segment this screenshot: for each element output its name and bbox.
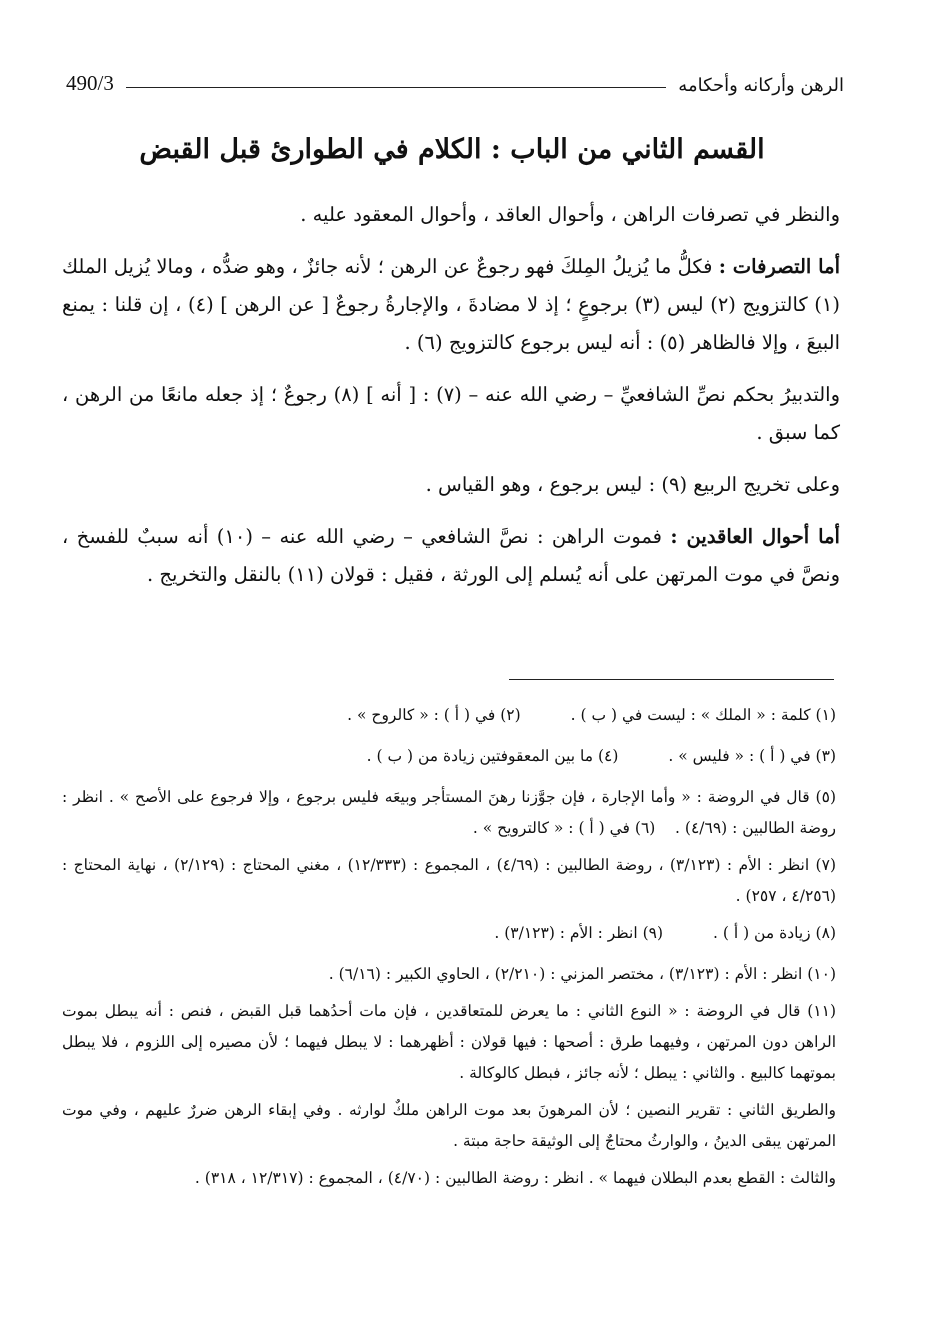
- running-header: [66, 62, 844, 96]
- footnote-11: (١١) قال في الروضة : « النوع الثاني : ما يعرض للمتعاقدين ، فإن مات أحدُهما قبل القبض ، فنص : أنه يبطل بموت الراهن دون المرتهن ، وفيهما طرق : أصحها : فيها قولان : أظهرهما : لا يبطل فيهما ؛ لأن مصيره إلى اللزوم ، فلا يبطل بموتهما كالبيع . والثاني : يبطل ؛ لأنه جائز ، فبطل كالوكالة .: [62, 1002, 836, 1082]
- paragraph-body: فموت الراهن : نصَّ الشافعي – رضي الله عنه – (١٠) أنه سببٌ للفسخ ، ونصَّ في موت المرتهن على أنه يُسلم إلى الورثة ، فقيل : قولان (١١) بالنقل والتخريج .: [62, 525, 840, 586]
- footnote-row: [62, 741, 836, 772]
- footnote-1: (١) كلمة : « الملك » : ليست في ( ب ) .: [570, 706, 836, 724]
- footnote-11-part-2: والطريق الثاني : تقرير النصين ؛ لأن المرهونَ بعد موت الراهن ملكٌ لوارثه . وفي إبقاء الرهن ضررٌ عليهم ، وفي موت المرتهن يبقى الدينُ ، والوارثُ محتاجٌ إلى الوثيقة حاجة مبتة .: [62, 1101, 836, 1150]
- footnote-2: (٢) في ( أ ) : « كالروح » .: [347, 706, 521, 724]
- paragraph-contractors: [62, 518, 840, 594]
- paragraph-rabi: وعلى تخريج الربيع (٩) : ليس برجوع ، وهو القياس .: [425, 473, 840, 496]
- footnote-7: (٧) انظر : الأم : (٣/١٢٣) ، روضة الطالبين : (٤/٦٩) ، المجموع : (١٢/٣٣٣) ، مغني المحتاج : (٢/١٢٩) ، نهاية المحتاج : (٤/٢٥٦ ، ٢٥٧) .: [62, 856, 836, 905]
- footnote-6: (٦) في ( أ ) : « كالترويح » .: [472, 819, 656, 837]
- paragraph-intro: والنظر في تصرفات الراهن ، وأحوال العاقد ، وأحوال المعقود عليه .: [300, 203, 840, 226]
- paragraph-dispositions: [62, 248, 840, 362]
- section-title: القسم الثاني من الباب : الكلام في الطوارئ قبل القبض: [139, 134, 765, 165]
- footnotes: [62, 700, 836, 1200]
- footnote-3: (٣) في ( أ ) : « فليس » .: [668, 747, 836, 765]
- footnote-row: [62, 700, 836, 731]
- paragraph-tadbir: والتدبيرُ بحكم نصِّ الشافعيِّ – رضي الله عنه – (٧) : [ أنه ] (٨) رجوعٌ ؛ إذ جعله مانعًا من الرهن ، كما سبق .: [62, 383, 841, 444]
- footnote-9: (٩) انظر : الأم : (٣/١٢٣) .: [494, 924, 664, 942]
- footnote-5-text: (٥) قال في الروضة : « وأما الإجارة ، فإن جوَّزنا رهنَ المستأجر وبيعَه فليس برجوع ، وإلا فرجوع على الأصح » . انظر : روضة الطالبين : (٤/٦٩) .: [62, 788, 836, 837]
- paragraph-lead: أما التصرفات :: [718, 255, 840, 278]
- main-text: [62, 196, 840, 608]
- footnote-rule: [509, 679, 834, 680]
- footnote-5: [62, 782, 836, 844]
- footnote-4: (٤) ما بين المعقوفتين زيادة من ( ب ) .: [366, 747, 619, 765]
- running-title: الرهن وأركانه وأحكامه: [678, 75, 844, 96]
- header-rule: [126, 87, 666, 88]
- paragraph-body: فكلُّ ما يُزيلُ المِلكَ فهو رجوعٌ عن الرهن ؛ لأنه جائزٌ ، وهو ضدُّه ، ومالا يُزيل الملك (١) كالتزويج (٢) ليس (٣) برجوعٍ ؛ إذ لا مضادةَ ، والإجارةُ رجوعٌ [ عن الرهن ] (٤) ، إن قلنا : يمنع البيعَ ، وإلا فالظاهر (٥) : أنه ليس برجوع كالتزويج (٦) .: [62, 255, 840, 354]
- paragraph-lead: أما أحوال العاقدين :: [670, 525, 840, 548]
- footnote-11-part-3: والثالث : القطع بعدم البطلان فيهما » . انظر : روضة الطالبين : (٤/٧٠) ، المجموع : (١٢/٣١٧ ، ٣١٨) .: [194, 1169, 836, 1187]
- page-number: 490/3: [66, 71, 114, 95]
- footnote-row: [62, 918, 836, 949]
- footnote-10: (١٠) انظر : الأم : (٣/١٢٣) ، مختصر المزني : (٢/٢١٠) ، الحاوي الكبير : (٦/١٦) .: [328, 965, 836, 983]
- footnote-8: (٨) زيادة من ( أ ) .: [713, 924, 836, 942]
